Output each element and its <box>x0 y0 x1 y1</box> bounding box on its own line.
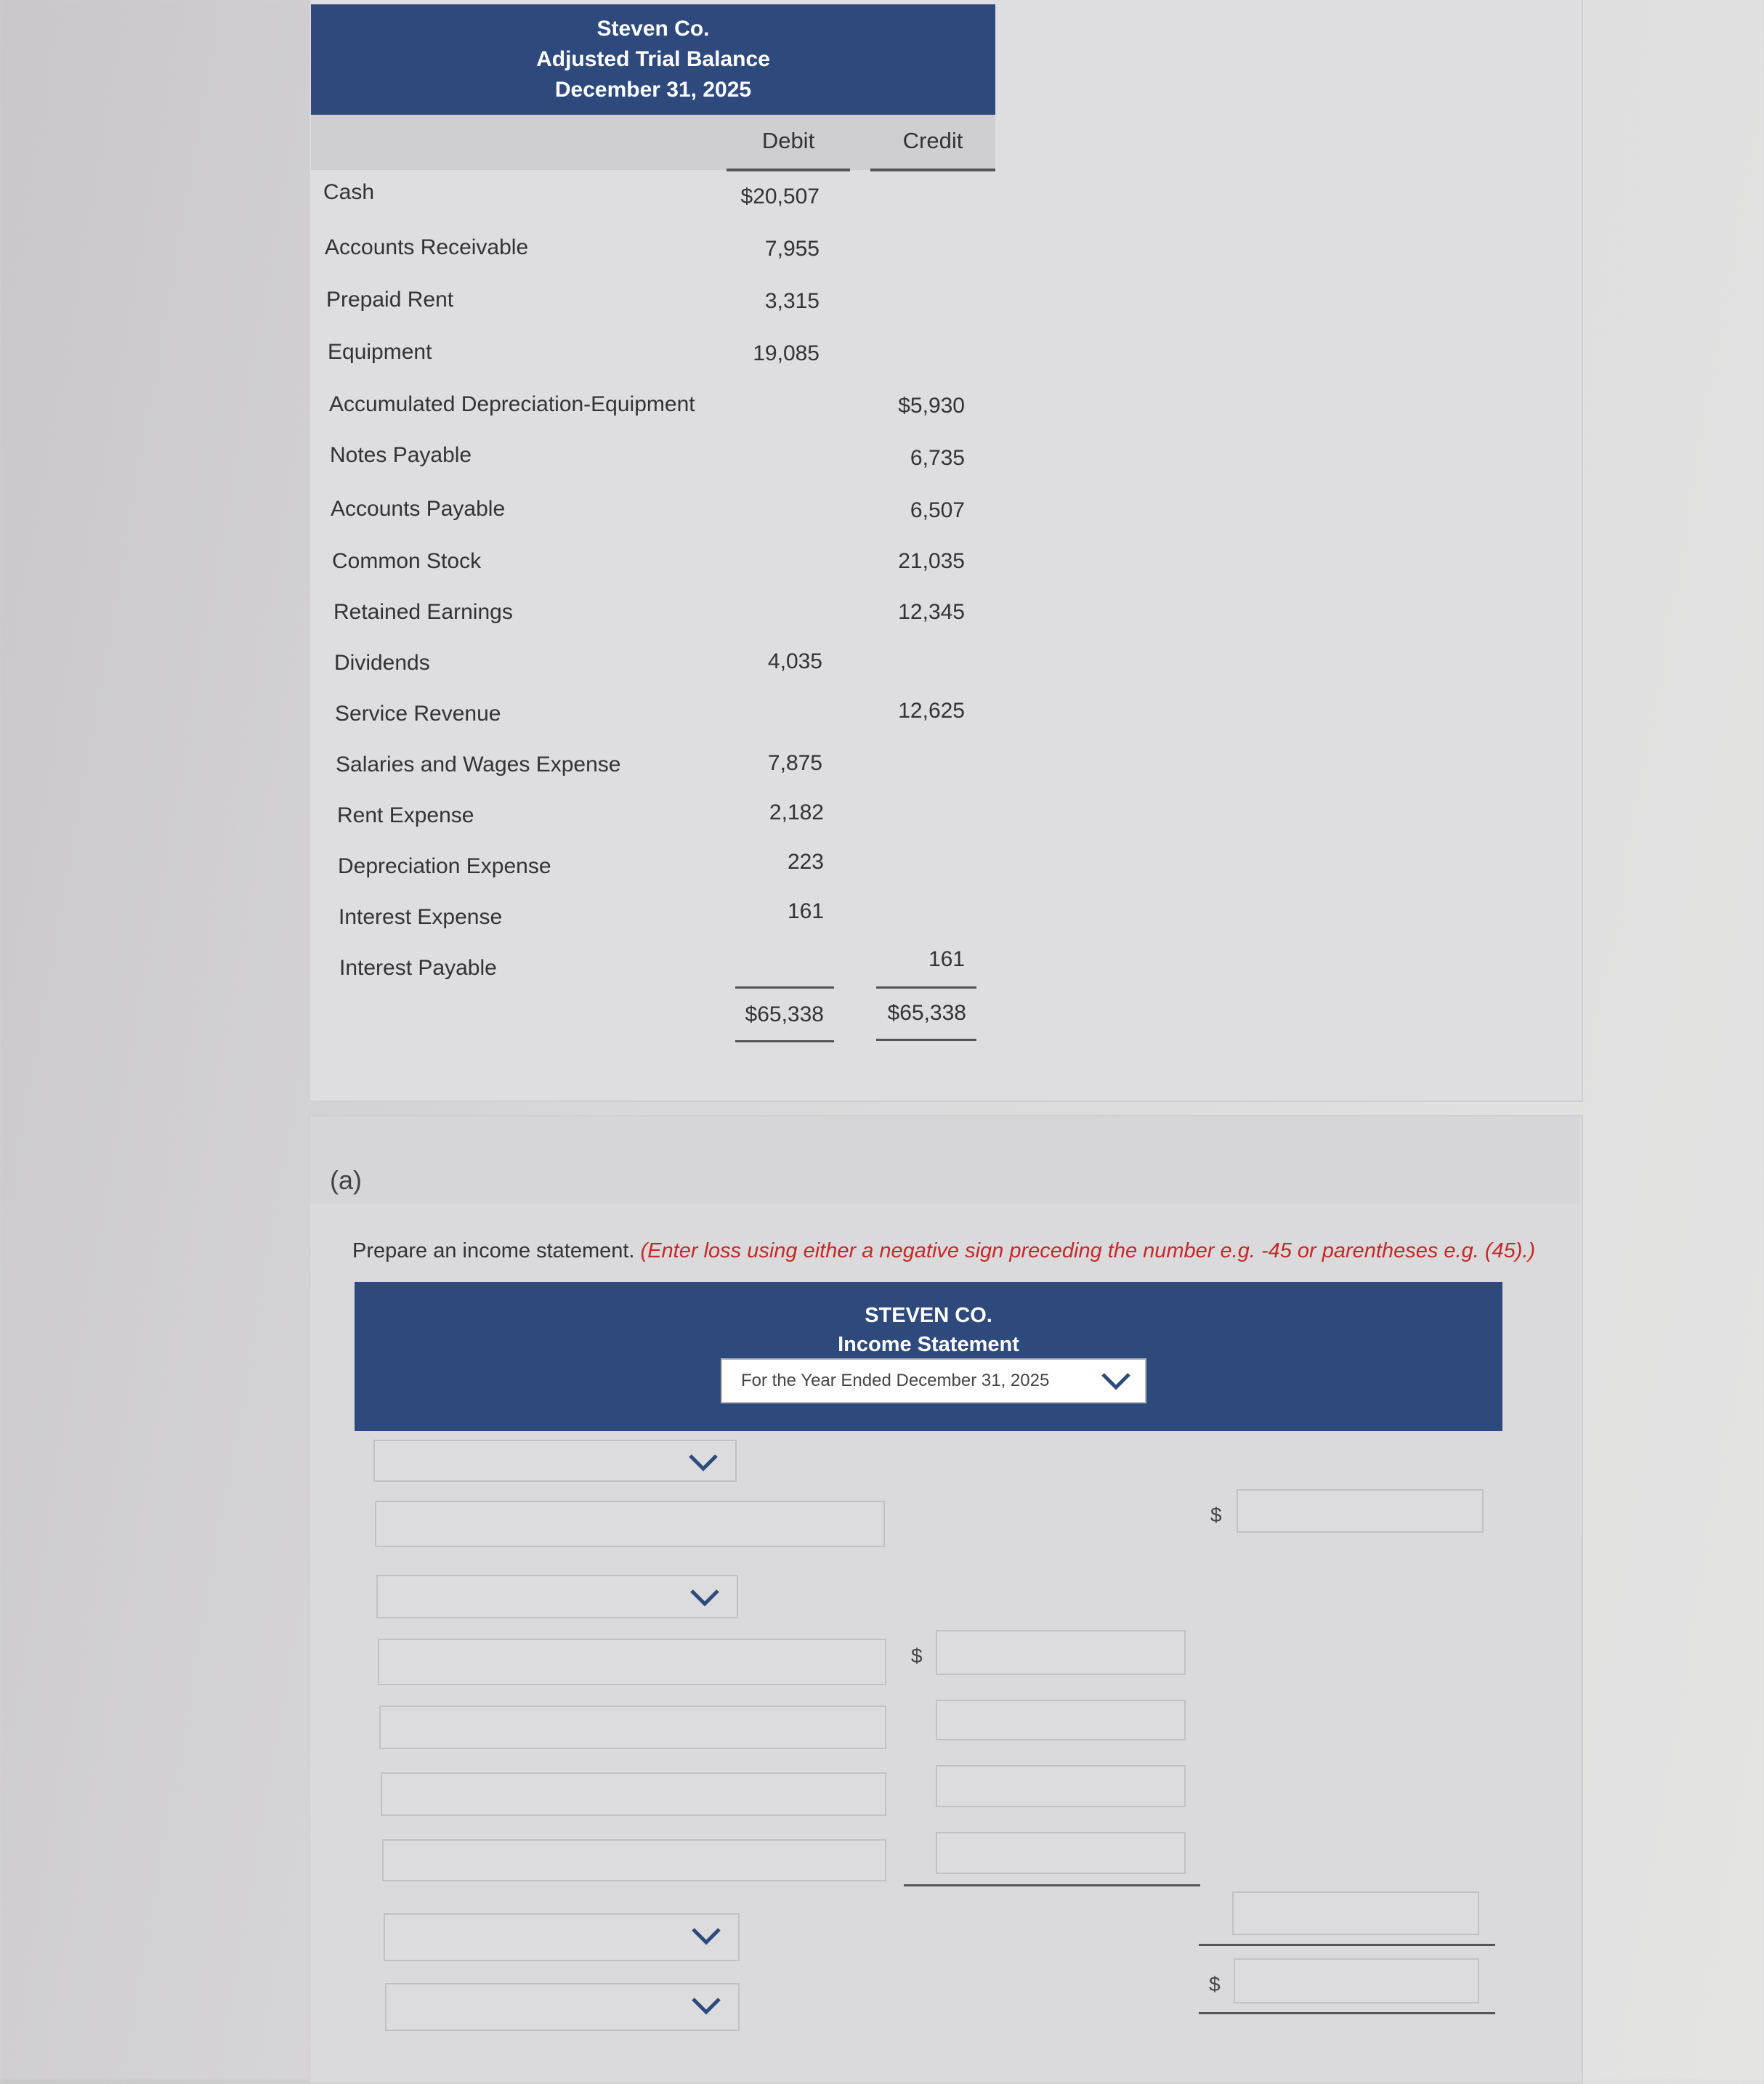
credit-total-rule <box>876 986 976 989</box>
part-a-label: (a) <box>330 1165 362 1195</box>
instruction-text: Prepare an income statement. <box>352 1239 635 1262</box>
debit-amount: 19,085 <box>753 341 820 365</box>
total-revenues-input[interactable] <box>1237 1489 1484 1533</box>
credit-double-rule <box>876 1039 976 1041</box>
currency-symbol: $ <box>911 1645 923 1667</box>
revenues-header-select[interactable] <box>373 1440 737 1482</box>
credit-amount: 12,625 <box>898 699 965 723</box>
part-a-header-band <box>310 1116 1579 1204</box>
account-name: Interest Payable <box>339 956 497 980</box>
account-name: Accounts Receivable <box>325 235 529 259</box>
account-name: Notes Payable <box>330 443 472 467</box>
chevron-down-icon <box>687 1451 719 1473</box>
tb-title: Adjusted Trial Balance <box>536 47 770 71</box>
account-name: Depreciation Expense <box>338 854 551 878</box>
debit-amount: 223 <box>787 850 824 874</box>
chevron-down-icon <box>690 1925 722 1947</box>
credit-total: $65,338 <box>887 1001 966 1025</box>
debit-amount: 3,315 <box>764 289 820 313</box>
chevron-down-icon <box>690 1995 722 2016</box>
debit-amount: 7,875 <box>767 751 822 775</box>
debit-amount: 4,035 <box>767 649 822 673</box>
net-income-type-select[interactable] <box>385 1983 740 2031</box>
chevron-down-icon <box>689 1586 721 1608</box>
credit-header-underline <box>870 169 995 171</box>
expense-amount-input-4[interactable] <box>936 1832 1186 1874</box>
expense-amount-input-1[interactable] <box>936 1630 1186 1675</box>
credit-amount: 6,735 <box>910 446 965 470</box>
tb-date: December 31, 2025 <box>554 78 752 102</box>
period-selected-value: For the Year Ended December 31, 2025 <box>741 1371 1050 1390</box>
expense-account-input-3[interactable] <box>381 1772 886 1816</box>
income-statement-header <box>355 1282 1502 1431</box>
account-name: Accounts Payable <box>331 497 506 521</box>
period-select[interactable] <box>721 1358 1146 1403</box>
expense-account-input-4[interactable] <box>382 1839 886 1881</box>
statement-company: STEVEN CO. <box>865 1304 992 1327</box>
debit-total: $65,338 <box>745 1002 824 1026</box>
credit-amount: 21,035 <box>898 549 965 573</box>
trial-balance-header <box>311 4 995 115</box>
account-name: Service Revenue <box>335 702 501 726</box>
debit-amount: $20,507 <box>740 185 820 208</box>
debit-amount: 161 <box>787 899 824 923</box>
debit-amount: 7,955 <box>764 237 820 261</box>
account-name: Accumulated Depreciation-Equipment <box>329 392 695 416</box>
debit-amount: 2,182 <box>769 800 824 824</box>
debit-double-rule <box>735 1040 834 1042</box>
net-income-double-rule <box>1199 2012 1495 2014</box>
account-name: Prepaid Rent <box>326 288 454 312</box>
currency-symbol: $ <box>1209 1973 1221 1995</box>
account-name: Dividends <box>334 651 430 675</box>
credit-amount: 161 <box>928 947 965 971</box>
debit-total-rule <box>735 986 834 989</box>
account-name: Common Stock <box>332 549 482 573</box>
total-expenses-input[interactable] <box>1232 1892 1479 1935</box>
expense-amount-input-2[interactable] <box>936 1700 1186 1740</box>
net-income-input[interactable] <box>1234 1958 1479 2003</box>
net-income-label-select[interactable] <box>384 1913 740 1961</box>
currency-symbol: $ <box>1210 1504 1222 1526</box>
instruction-note: (Enter loss using either a negative sign preceding the number e.g. -45 or parentheses e.g. (45).) <box>640 1239 1536 1262</box>
instructions <box>352 1239 1536 1263</box>
credit-amount: 6,507 <box>910 498 965 522</box>
expenses-header-select[interactable] <box>376 1575 738 1618</box>
account-name: Interest Expense <box>339 905 503 929</box>
account-name: Cash <box>323 180 375 204</box>
credit-amount: 12,345 <box>898 600 965 624</box>
revenue-account-input[interactable] <box>375 1501 885 1547</box>
tb-company: Steven Co. <box>596 17 710 41</box>
expense-account-input-1[interactable] <box>378 1639 886 1685</box>
debit-column-header: Debit <box>761 128 815 153</box>
expenses-subtotal-rule <box>904 1884 1200 1886</box>
credit-amount: $5,930 <box>898 394 965 418</box>
debit-header-underline <box>727 169 850 171</box>
chevron-down-icon <box>1100 1370 1132 1392</box>
expense-amount-input-3[interactable] <box>936 1765 1186 1807</box>
account-name: Equipment <box>328 340 432 364</box>
statement-title: Income Statement <box>838 1333 1019 1356</box>
account-name: Rent Expense <box>337 803 474 827</box>
total-expenses-rule <box>1199 1944 1495 1946</box>
account-name: Retained Earnings <box>333 600 513 624</box>
expense-account-input-2[interactable] <box>379 1706 886 1749</box>
account-name: Salaries and Wages Expense <box>336 753 621 777</box>
credit-column-header: Credit <box>902 128 963 153</box>
